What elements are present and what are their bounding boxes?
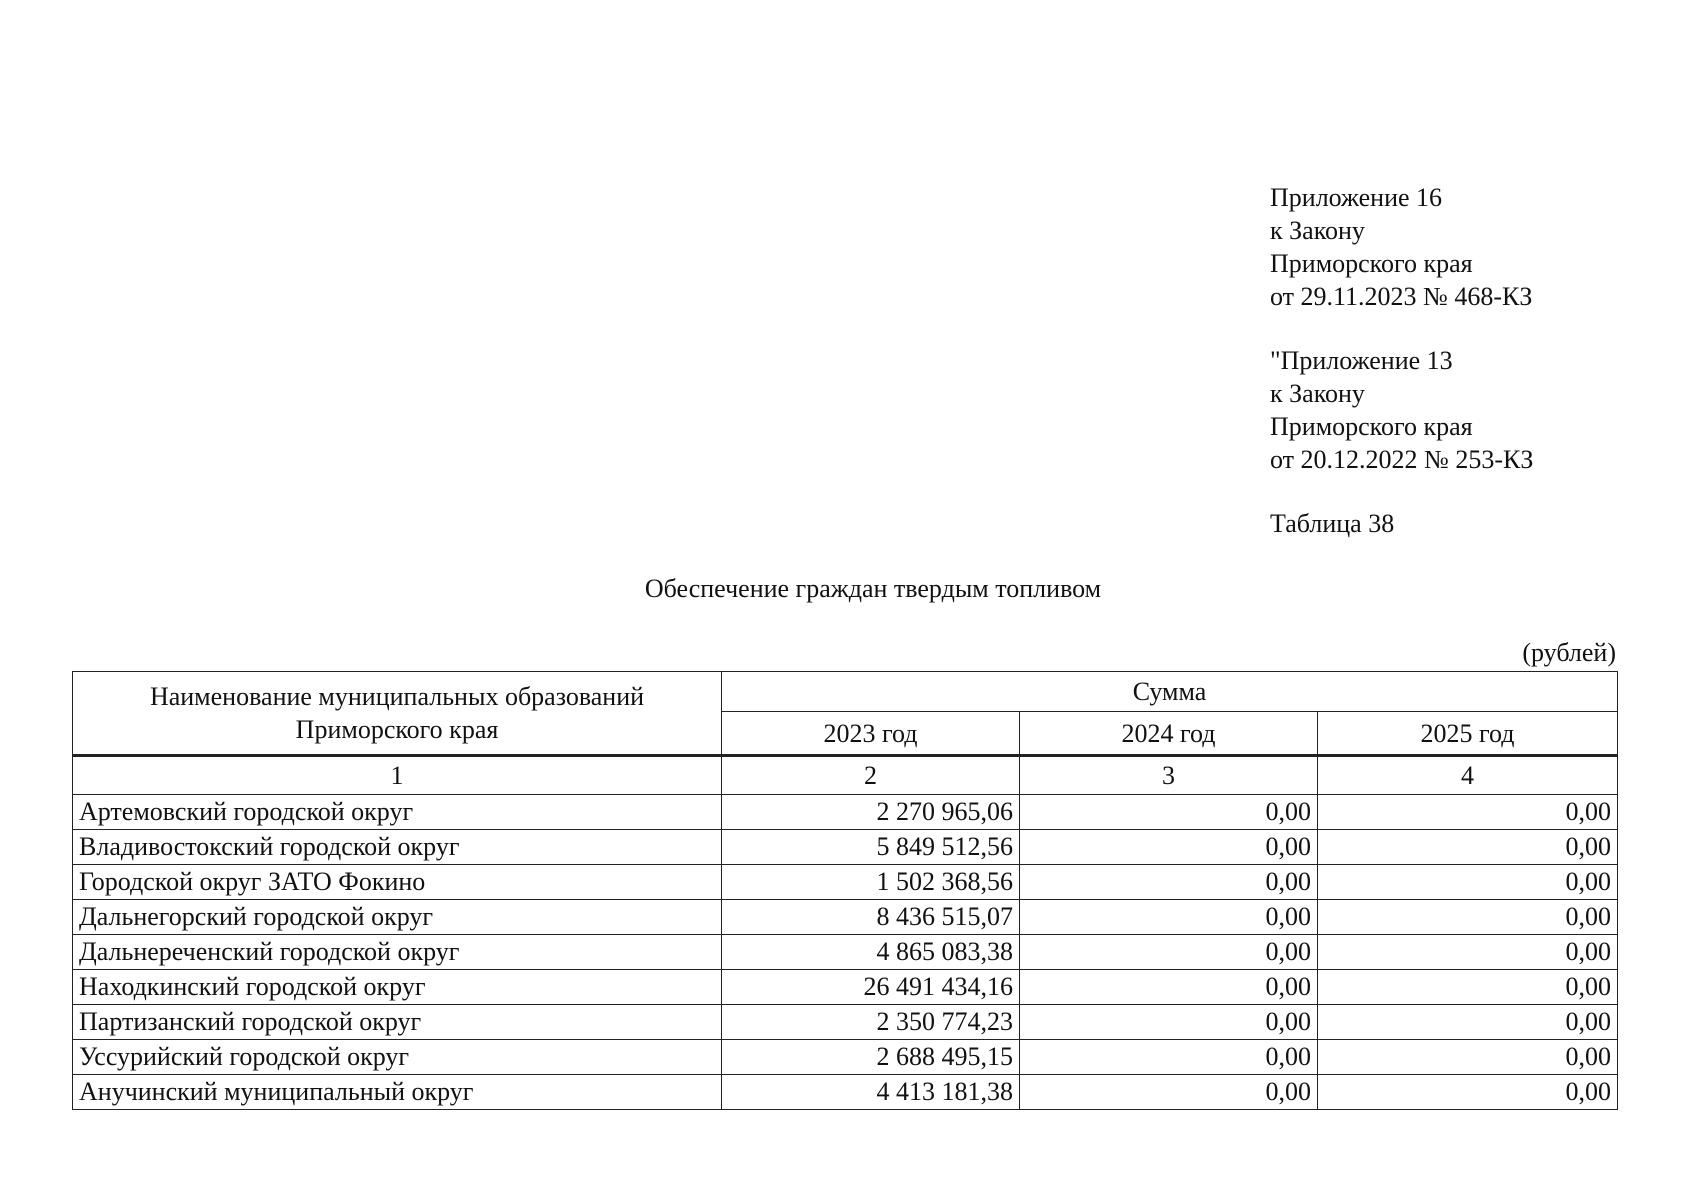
amount-2024: 0,00 [1020,795,1318,830]
amount-2024: 0,00 [1020,865,1318,900]
units-label: (рублей) [1522,638,1616,667]
table-row [73,970,1618,1005]
amount-2025: 0,00 [1318,970,1618,1005]
table-row [73,795,1618,830]
amount-2025: 0,00 [1318,865,1618,900]
amount-2025: 0,00 [1318,795,1618,830]
column-header-sum: Сумма [722,672,1618,712]
amount-2023: 2 270 965,06 [722,795,1020,830]
column-header-name: Наименование муниципальных образований Приморского края [73,672,722,756]
municipality-name: Дальнереченский городской округ [73,935,722,970]
municipality-name: Анучинский муниципальный округ [73,1075,722,1110]
table-row [73,935,1618,970]
amount-2025: 0,00 [1318,830,1618,865]
prior-appendix-line: к Закону [1270,379,1365,408]
amount-2023: 4 413 181,38 [722,1075,1020,1110]
table-row [73,1075,1618,1110]
appendix-line: от 29.11.2023 № 468-КЗ [1270,282,1533,311]
column-number: 3 [1020,756,1318,795]
amount-2025: 0,00 [1318,935,1618,970]
table-row [73,900,1618,935]
table-row [73,830,1618,865]
document-title [0,572,1698,605]
municipality-name: Находкинский городской округ [73,970,722,1005]
amount-2023: 26 491 434,16 [722,970,1020,1005]
column-number: 1 [73,756,722,795]
table-header-row [73,672,1618,712]
amount-2024: 0,00 [1020,935,1318,970]
amount-2025: 0,00 [1318,1040,1618,1075]
appendix-reference [1270,181,1532,313]
table-row [73,865,1618,900]
amount-2025: 0,00 [1318,1075,1618,1110]
appendix-line: Приморского края [1270,249,1473,278]
amount-2025: 0,00 [1318,900,1618,935]
column-number-row [73,756,1618,795]
amount-2023: 2 688 495,15 [722,1040,1020,1075]
municipality-name: Уссурийский городской округ [73,1040,722,1075]
municipality-name: Дальнегорский городской округ [73,900,722,935]
amount-2024: 0,00 [1020,1040,1318,1075]
prior-appendix-reference [1270,344,1533,476]
data-table [72,671,1618,1110]
amount-2024: 0,00 [1020,1075,1318,1110]
column-header-year: 2024 год [1020,712,1318,756]
column-number: 4 [1318,756,1618,795]
table-row [73,1005,1618,1040]
table-number: Таблица 38 [1270,509,1395,538]
appendix-line: к Закону [1270,216,1365,245]
municipality-name: Артемовский городской округ [73,795,722,830]
prior-appendix-line: от 20.12.2022 № 253-КЗ [1270,445,1534,474]
amount-2023: 1 502 368,56 [722,865,1020,900]
appendix-line: Приложение 16 [1270,183,1443,212]
municipality-name: Владивостокский городской округ [73,830,722,865]
amount-2025: 0,00 [1318,1005,1618,1040]
amount-2023: 5 849 512,56 [722,830,1020,865]
table-row [73,1040,1618,1075]
column-header-year: 2025 год [1318,712,1618,756]
municipality-name: Городской округ ЗАТО Фокино [73,865,722,900]
prior-appendix-line: "Приложение 13 [1270,346,1453,375]
amount-2023: 8 436 515,07 [722,900,1020,935]
amount-2024: 0,00 [1020,830,1318,865]
municipality-name: Партизанский городской округ [73,1005,722,1040]
amount-2024: 0,00 [1020,970,1318,1005]
column-header-year: 2023 год [722,712,1020,756]
amount-2023: 2 350 774,23 [722,1005,1020,1040]
prior-appendix-line: Приморского края [1270,412,1473,441]
amount-2024: 0,00 [1020,1005,1318,1040]
column-number: 2 [722,756,1020,795]
amount-2023: 4 865 083,38 [722,935,1020,970]
document-title-text: Обеспечение граждан твердым топливом [644,574,1102,603]
amount-2024: 0,00 [1020,900,1318,935]
